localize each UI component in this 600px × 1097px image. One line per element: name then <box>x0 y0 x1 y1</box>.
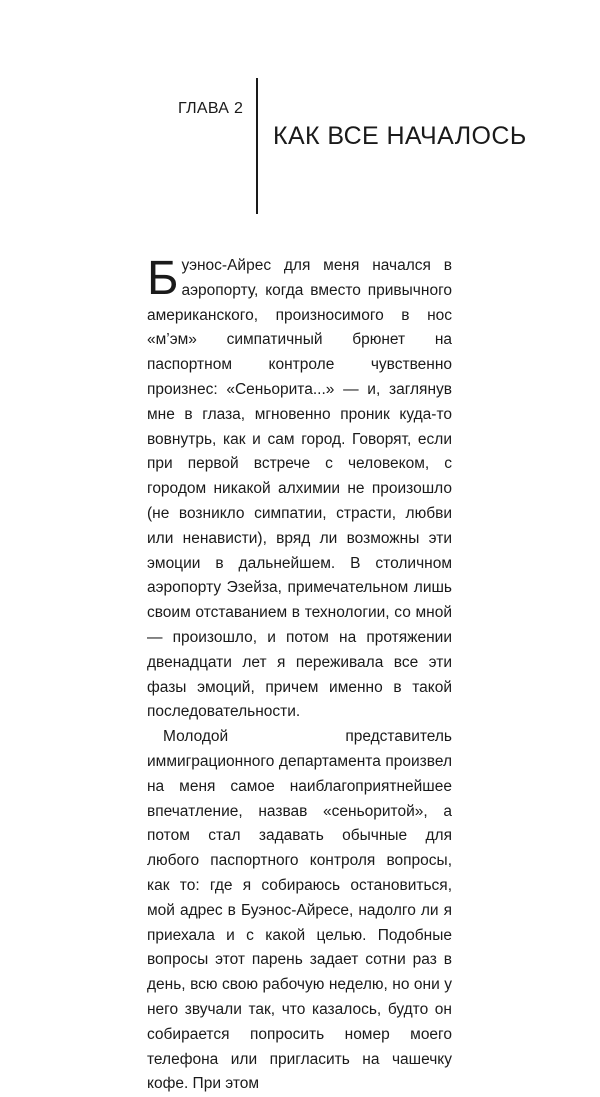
chapter-label: ГЛАВА 2 <box>178 100 244 117</box>
paragraph-2: Молодой представитель иммиграционного департамента произвел на меня самое наиблагоприятнейшее впечатление, назвав «сеньоритой», а потом стал задавать обычные для любого паспортного контроля вопросы, как то: где я собираюсь остановиться, мой адрес в Буэнос-Айресе, надолго ли я приехала и с какой целью. Подобные вопросы этот парень задает сотни раз в день, всю свою рабочую неделю, но они у него звучали так, что казалось, будто он собирается попросить номер моего телефона или пригласить на чашечку кофе. При этом <box>147 728 452 1093</box>
vertical-divider <box>256 78 258 214</box>
paragraph-1 <box>147 254 452 725</box>
body-text <box>147 254 452 1097</box>
chapter-title: КАК ВСЕ НАЧАЛОСЬ <box>273 122 527 150</box>
drop-cap: Б <box>147 252 179 305</box>
paragraph-1-text: уэнос-Айрес для меня начался в аэропорту, когда вместо привычного американского, произносимого в нос «м’эм» симпатичный брюнет на паспортном контроле чувственно произнес: «Сеньорита...» — и, заглянув мне в глаза, мгновенно проник куда-то вовнутрь, как и сам город. Говорят, если при первой встрече с человеком, с городом никакой алхимии не произошло (не возникло симпатии, страсти, любви или ненависти), вряд ли возможны эти эмоции в дальнейшем. В столичном аэропорту Эзейза, примечательном лишь своим отставанием в технологии, со мной — произошло, и потом на протяжении двенадцати лет я переживала все эти фазы эмоций, причем именно в такой последовательности. <box>147 257 452 721</box>
